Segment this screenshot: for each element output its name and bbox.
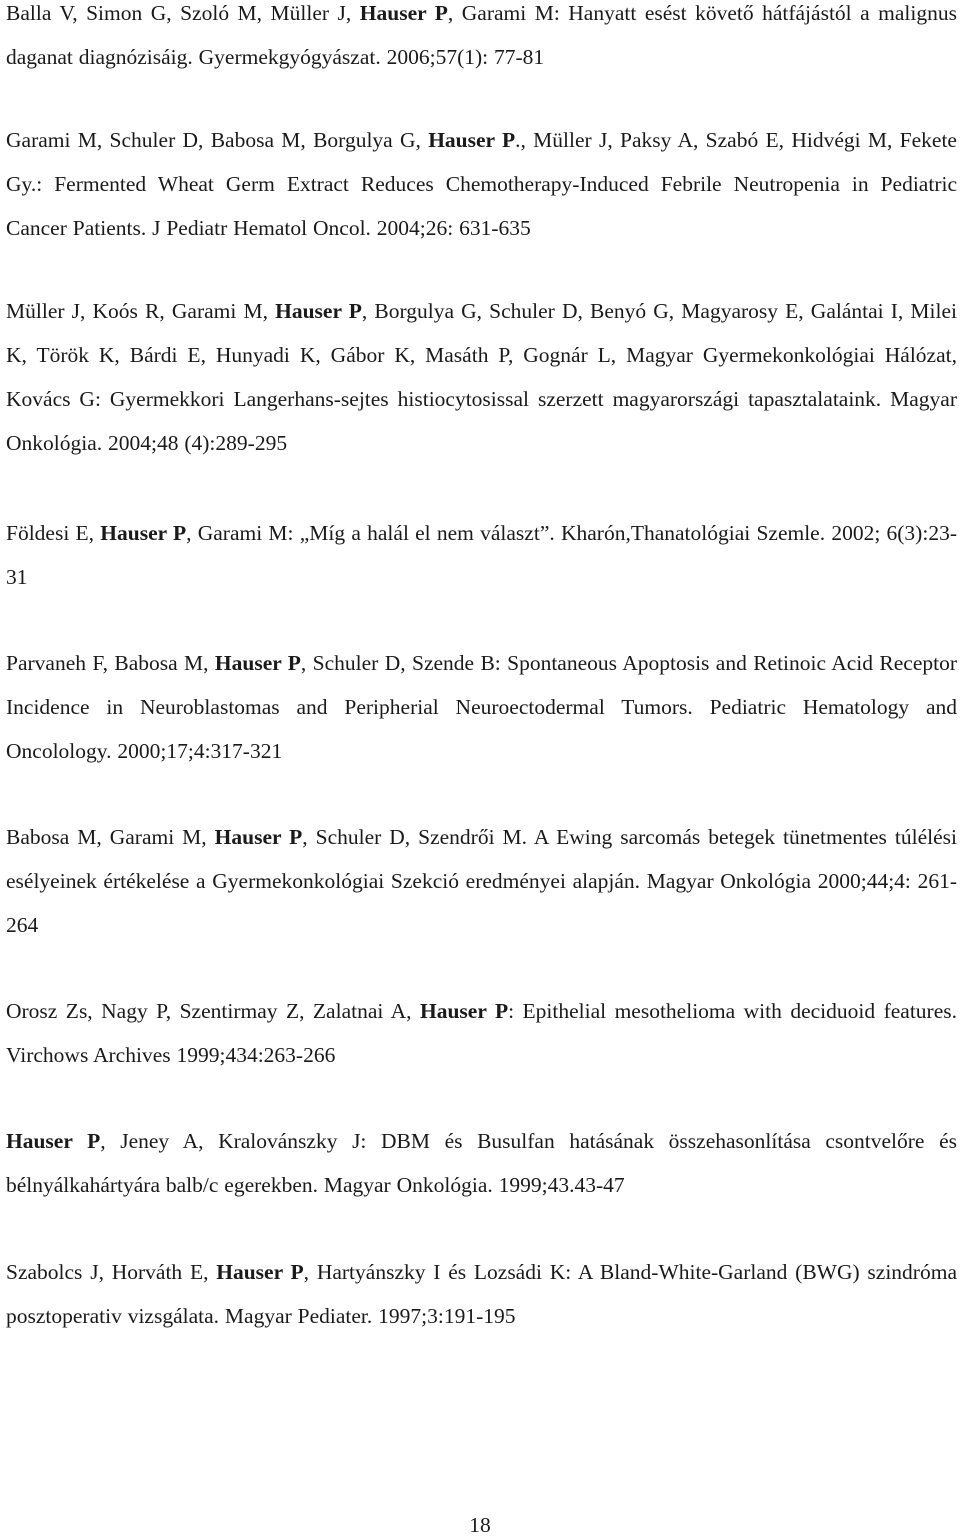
- reference-item: Földesi E, Hauser P, Garami M: „Míg a halál el nem választ”. Kharón,Thanatológiai Szemle. 2002; 6(3):23-31: [6, 521, 957, 589]
- reference-item: Orosz Zs, Nagy P, Szentirmay Z, Zalatnai A, Hauser P: Epithelial mesothelioma with deciduoid features. Virchows Archives 1999;434:263-266: [6, 999, 957, 1067]
- reference-item: Balla V, Simon G, Szoló M, Müller J, Hauser P, Garami M: Hanyatt esést követő hátfájástól a malignus daganat diagnózisáig. Gyermekgyógyászat. 2006;57(1): 77-81: [6, 1, 957, 69]
- highlighted-author: Hauser P: [275, 299, 362, 323]
- highlighted-author: Hauser P: [216, 1260, 304, 1284]
- highlighted-author: Hauser P: [214, 651, 301, 675]
- page-number: 18: [469, 1513, 491, 1537]
- highlighted-author: Hauser P: [428, 128, 516, 152]
- reference-item: Müller J, Koós R, Garami M, Hauser P, Borgulya G, Schuler D, Benyó G, Magyarosy E, Galántai I, Milei K, Török K, Bárdi E, Hunyadi K, Gábor K, Masáth P, Gognár L, Magyar Gyermekonkológiai Hálózat, Kovács G: Gyermekkori Langerhans-sejtes histiocytosissal szerzett magyarországi tapasztalataink. Magyar Onkológia. 2004;48 (4):289-295: [6, 299, 957, 455]
- highlighted-author: Hauser P: [359, 1, 448, 25]
- reference-item: Parvaneh F, Babosa M, Hauser P, Schuler D, Szende B: Spontaneous Apoptosis and Retinoic Acid Receptor Incidence in Neuroblastomas and Peripherial Neuroectodermal Tumors. Pediatric Hematology and Oncolology. 2000;17;4:317-321: [6, 651, 957, 763]
- reference-item: Babosa M, Garami M, Hauser P, Schuler D, Szendrői M. A Ewing sarcomás betegek tünetmentes túlélési esélyeinek értékelése a Gyermekonkológiai Szekció eredményei alapján. Magyar Onkológia 2000;44;4: 261-264: [6, 825, 957, 937]
- reference-item: Hauser P, Jeney A, Kralovánszky J: DBM és Busulfan hatásának összehasonlítása csontvelőre és bélnyálkahártyára balb/c egerekben. Magyar Onkológia. 1999;43.43-47: [6, 1129, 957, 1197]
- highlighted-author: Hauser P: [100, 521, 187, 545]
- highlighted-author: Hauser P: [214, 825, 303, 849]
- reference-item: Szabolcs J, Horváth E, Hauser P, Hartyánszky I és Lozsádi K: A Bland-White-Garland (BWG) szindróma posztoperativ vizsgálata. Magyar Pediater. 1997;3:191-195: [6, 1260, 957, 1328]
- highlighted-author: Hauser P: [420, 999, 509, 1023]
- reference-item: Garami M, Schuler D, Babosa M, Borgulya G, Hauser P., Müller J, Paksy A, Szabó E, Hidvégi M, Fekete Gy.: Fermented Wheat Germ Extract Reduces Chemotherapy-Induced Febrile Neutropenia in Pediatric Cancer Patients. J Pediatr Hematol Oncol. 2004;26: 631-635: [6, 128, 957, 240]
- highlighted-author: Hauser P: [6, 1129, 101, 1153]
